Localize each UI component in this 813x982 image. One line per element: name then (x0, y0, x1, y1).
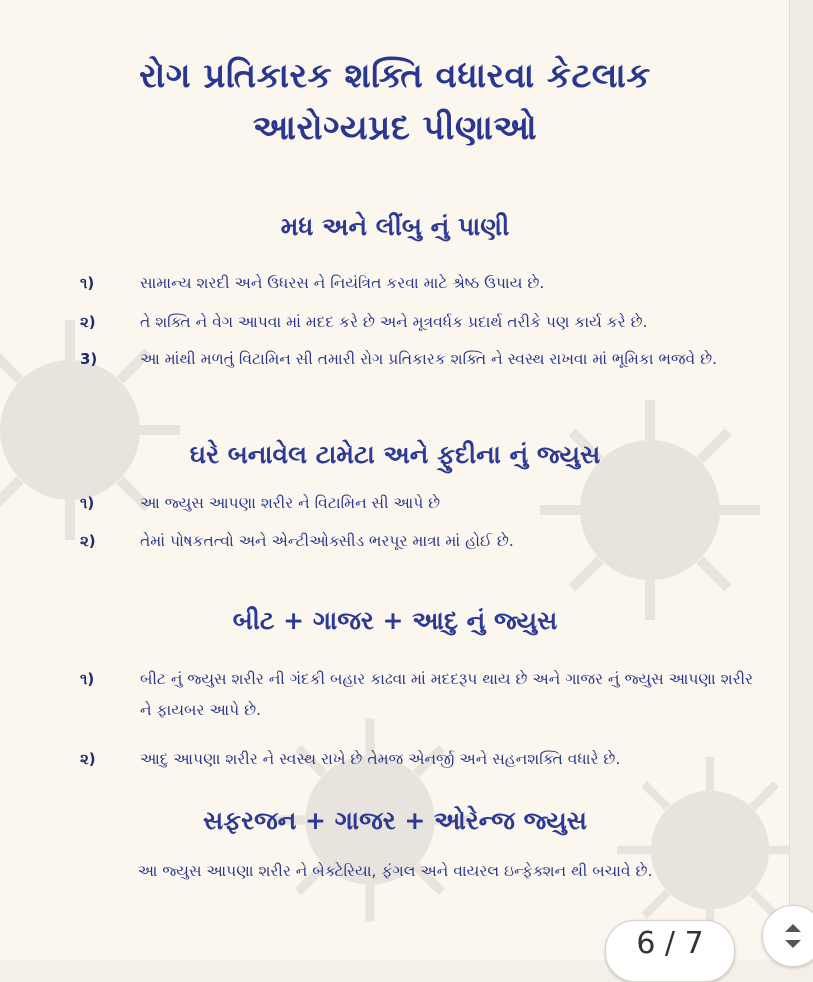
list-item-text: સામાન્ય શરદી અને ઉધરસ ને નિયંત્રિત કરવા માટે શ્રેષ્ઠ ઉપાય છે. (140, 274, 545, 292)
list-item-text: તે શક્તિ ને વેગ આપવા માં મદદ કરે છે અને મૂત્રવર્ધક પ્રદાર્થ તરીકે પણ કાર્ય કરે છે. (140, 313, 648, 331)
section-heading-apple-carrot-orange: સફરજન + ગાજર + ઓરેન્જ જ્યુસ (203, 806, 587, 835)
poster-title-line2: આરોગ્યપ્રદ પીણાઓ (252, 108, 538, 148)
list-item-text: આ જ્યુસ આપણા શરીર ને વિટામિન સી આપે છે (140, 494, 441, 512)
section-heading-beet-carrot-ginger: બીટ + ગાજર + આદુ નું જ્યુસ (232, 606, 558, 635)
scroll-rail (791, 0, 813, 960)
list-item-text: આ માંથી મળતું વિટામિન સી તમારી રોગ પ્રતિકારક શક્તિ ને સ્વસ્થ રાખવા માં ભૂમિકા ભજવે છે. (140, 350, 718, 368)
list-item-number: ૧) (80, 274, 95, 292)
list-item-number: ૧) (80, 670, 95, 688)
list-item-text: બીટ નું જ્યુસ શરીર ની ગંદકી બહાર કાઢવા માં મદદરૂપ થાય છે અને ગાજર નું જ્યુસ આપણા શરીર ને ફાયબર આપે છે. (140, 670, 754, 719)
list-item-number: 3) (80, 350, 98, 368)
poster-title-line1: રોગ પ્રતિકારક શક્તિ વધારવા કેટલાક (139, 56, 651, 96)
list-item-number: ૨) (80, 532, 96, 550)
section-heading-tomato-mint: ઘરે બનાવેલ ટામેટા અને ફુદીના નું જ્યુસ (189, 440, 601, 469)
section-body-text: આ જ્યુસ આપણા શરીર ને બેક્ટેરિયા, ફંગલ અને વાયરલ ઇન્ફેક્શન થી બચાવે છે. (137, 862, 653, 880)
list-item-number: ૨) (80, 750, 96, 768)
page-indicator: 6 / 7 (605, 920, 735, 982)
section-heading-honey-lemon: મધ અને લીંબુ નું પાણી (280, 212, 510, 241)
list-item-text: આદુ આપણા શરીર ને સ્વસ્થ રાખે છે તેમજ એનર્જી અને સહનશક્તિ વધારે છે. (140, 750, 621, 768)
virus-watermark-icon (0, 300, 200, 560)
list-item-text: તેમાં પોષકતત્વો અને એન્ટીઓક્સીડ ભરપૂર માત્રા માં હોઈ છે. (140, 532, 514, 550)
list-item-number: ૧) (80, 494, 95, 512)
up-down-arrows-icon (783, 918, 803, 952)
list-item-number: ૨) (80, 313, 96, 331)
